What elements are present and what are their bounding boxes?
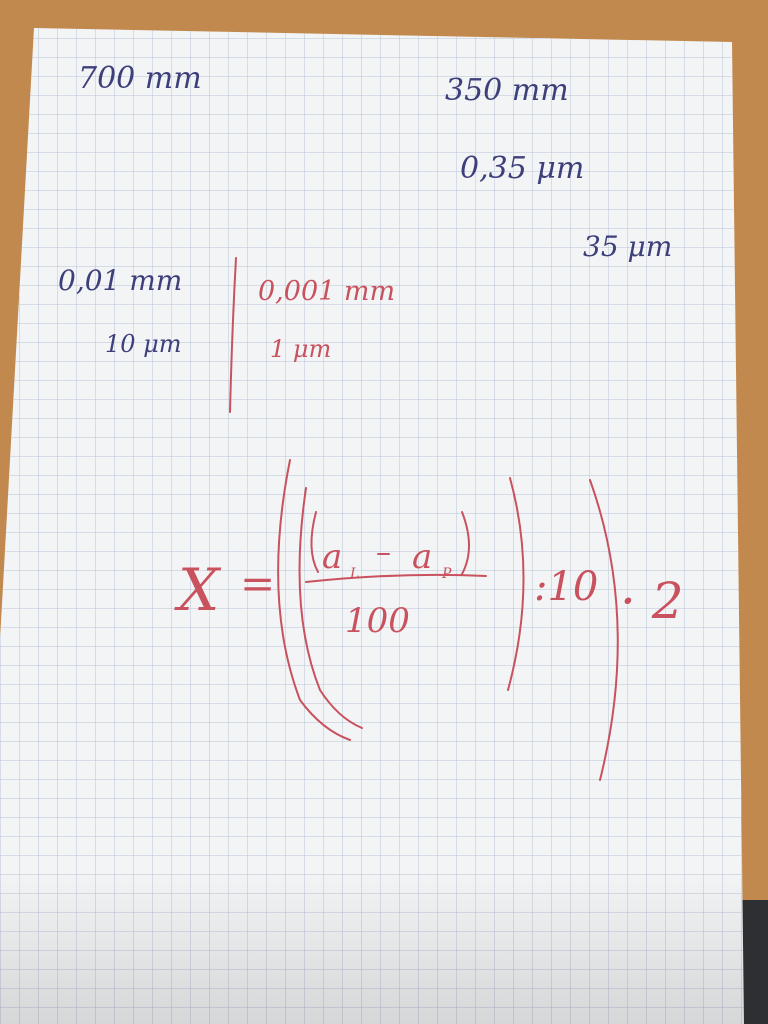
note-0-001-mm: 0,001 mm bbox=[258, 276, 396, 307]
table-edge-shadow bbox=[742, 900, 768, 1024]
numerator-minus: – bbox=[376, 535, 391, 570]
note-0-35-um: 0,35 μm bbox=[460, 151, 585, 186]
numerator-sub-p: P bbox=[442, 566, 452, 582]
note-35-um: 35 μm bbox=[583, 230, 673, 263]
paper-shadow bbox=[0, 640, 744, 1024]
divide-by-10: :10 bbox=[534, 564, 599, 610]
formula-equals: = bbox=[240, 559, 276, 608]
note-350-mm: 350 mm bbox=[445, 73, 569, 108]
note-0-01-mm: 0,01 mm bbox=[58, 264, 183, 297]
denominator: 100 bbox=[345, 601, 410, 641]
numerator-b: a bbox=[412, 537, 433, 577]
multiply-by-2: · 2 bbox=[620, 572, 684, 630]
note-10-um: 10 μm bbox=[105, 330, 182, 358]
numerator-sub-l: L bbox=[350, 566, 360, 582]
formula-lhs: X bbox=[178, 556, 220, 624]
numerator-a: a bbox=[322, 537, 343, 577]
note-700-mm: 700 mm bbox=[78, 61, 202, 96]
note-1-um: 1 μm bbox=[270, 335, 332, 363]
